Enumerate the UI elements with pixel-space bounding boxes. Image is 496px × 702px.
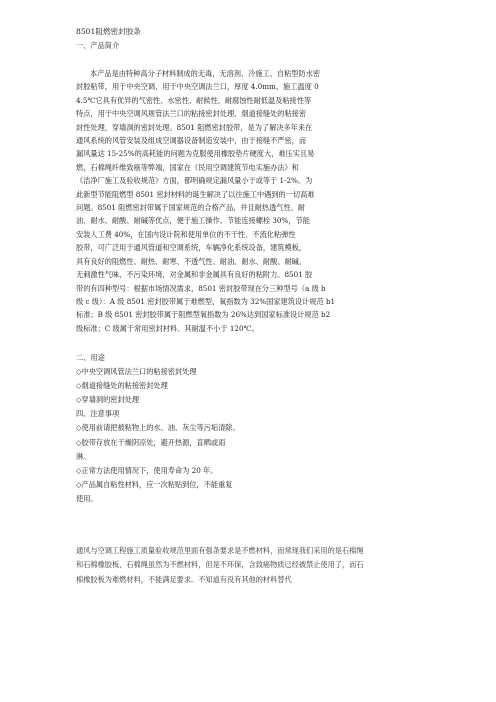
intro-line: 《洁净厂施工及验收规范》方面，都明确规定漏风量小于或等于 1-2%。为 — [76, 176, 313, 186]
note-item: ◇胶带存放在干燥阴凉处，避开热源，直晒或雨 — [76, 437, 226, 447]
note-item: ◇产品属自粘性材料，应一次粘贴到位，不能重复 — [76, 479, 233, 489]
document-title: 8501阻燃密封胶条 — [76, 27, 141, 36]
usage-item: ◇烟道接缝处的粘接密封处理 — [76, 381, 168, 391]
intro-line: 封胶粘带，用于中央空调，用于中央空调法兰口，厚度 4.0mm，施工温度 0 — [76, 82, 319, 92]
footer-paragraph — [76, 544, 426, 587]
intro-line: 级 c 级）：A 级 8501 密封胶带属于难燃型，氧指数为 32%国家建筑设计规范 b1 — [76, 296, 336, 306]
intro-paragraph — [76, 67, 426, 335]
intro-line: 本产品是由特种高分子材料制成的无毒，无溶剂、冷施工、自粘型防水密 — [90, 69, 321, 78]
intro-line: 问题。8501 阻燃密封带属于国家规范的合格产品，并且耐热透气性、耐 — [76, 203, 306, 213]
intro-line: 特点，用于中央空调风规管法兰口的粘接密封处理、烟道接缝处的粘接密 — [76, 109, 307, 119]
usage-item: ◇中央空调风管法兰口的粘接密封处理 — [76, 367, 197, 377]
intro-line: 具有良好的阻燃性、耐热、耐寒、不透气性、耐油、耐水、耐酸、耐碱、 — [76, 256, 307, 266]
note-item: 使用。 — [76, 493, 98, 503]
section-heading-notes: 四、注意事项 — [76, 409, 120, 419]
note-item: 淋。 — [76, 451, 91, 461]
usage-item: ◇穿墙洞的密封处理 — [76, 395, 140, 405]
intro-line: 漏风量达 15-25%的高耗能的问题为克服使用橡胶垫片硬度大，难压实且易 — [76, 149, 315, 159]
footer-line: 通风与空调工程施工质量验收规范里面有强条要求是不燃材料，而常现我们采用的是石棉绳 — [76, 546, 364, 555]
intro-line: 油、耐水、耐酸、耐碱等优点，便于施工操作、节能连接螺栓 30%，节能 — [76, 216, 310, 226]
section-heading-usage: 二、用途 — [76, 353, 105, 362]
intro-line: 级标准；C 级属于常用密封材料、其耐温不小于 120℃。 — [76, 323, 259, 333]
footer-line: 和石棉橡胶板，石棉绳虽然为不燃材料，但是不环保，含致癌物质已经被禁止使用了，而石 — [76, 560, 364, 570]
note-item: ◇正常方法使用情况下，使用寿命为 20 年。 — [76, 465, 218, 475]
section-heading-intro: 一、产品简介 — [76, 41, 120, 50]
intro-line: 通风系统的风管安装及组成空调器设备制造安装中，由于接缝不严密，而 — [76, 136, 307, 146]
intro-line: 安装人工费 40%，在国内设计院和使用单位的不干性、不流化粘弹性 — [76, 229, 296, 239]
footer-line: 棉橡胶板为难燃材料，不能满足要求。不知道有没有其他的材料替代 — [76, 574, 292, 584]
intro-line: 此新型节能阻燃型 8501 密封材料的诞生解决了以往施工中遇到的一切高难 — [76, 189, 315, 199]
intro-line: 无刺激性气味，不污染环境，对金属和非金属具有良好的粘附力。8501 胶 — [76, 270, 313, 280]
note-item: ◇使用前请把被粘物上的水、油、灰尘等污垢清除。 — [76, 423, 240, 433]
intro-line: 燃，石棉绳纤维致癌等弊端，国家在《民用空调建筑节电实施办法》和 — [76, 162, 299, 172]
intro-line: 标准；B 级 8501 密封胶带属于阻燃型氧指数为 26%达到国家标准设计规范 b2 — [76, 310, 331, 320]
usage-and-notes — [76, 351, 426, 506]
intro-line: 封性处理，穿墙洞的密封处理。8501 阻燃密封胶带，是为了解决多年来在 — [76, 122, 313, 132]
intro-line: 带的有四种型号：根据市场情况需求，8501 密封胶带现在分三种型号（a 级 b — [76, 283, 326, 293]
intro-line: 胶带，可广泛用于通风管道和空调系统，车辆净化系统设备，建筑模板， — [76, 243, 307, 253]
intro-line: 4.5℃它具有优异的气密性、水密性、耐候性、耐腐蚀性耐低温及粘接性等 — [76, 95, 312, 105]
